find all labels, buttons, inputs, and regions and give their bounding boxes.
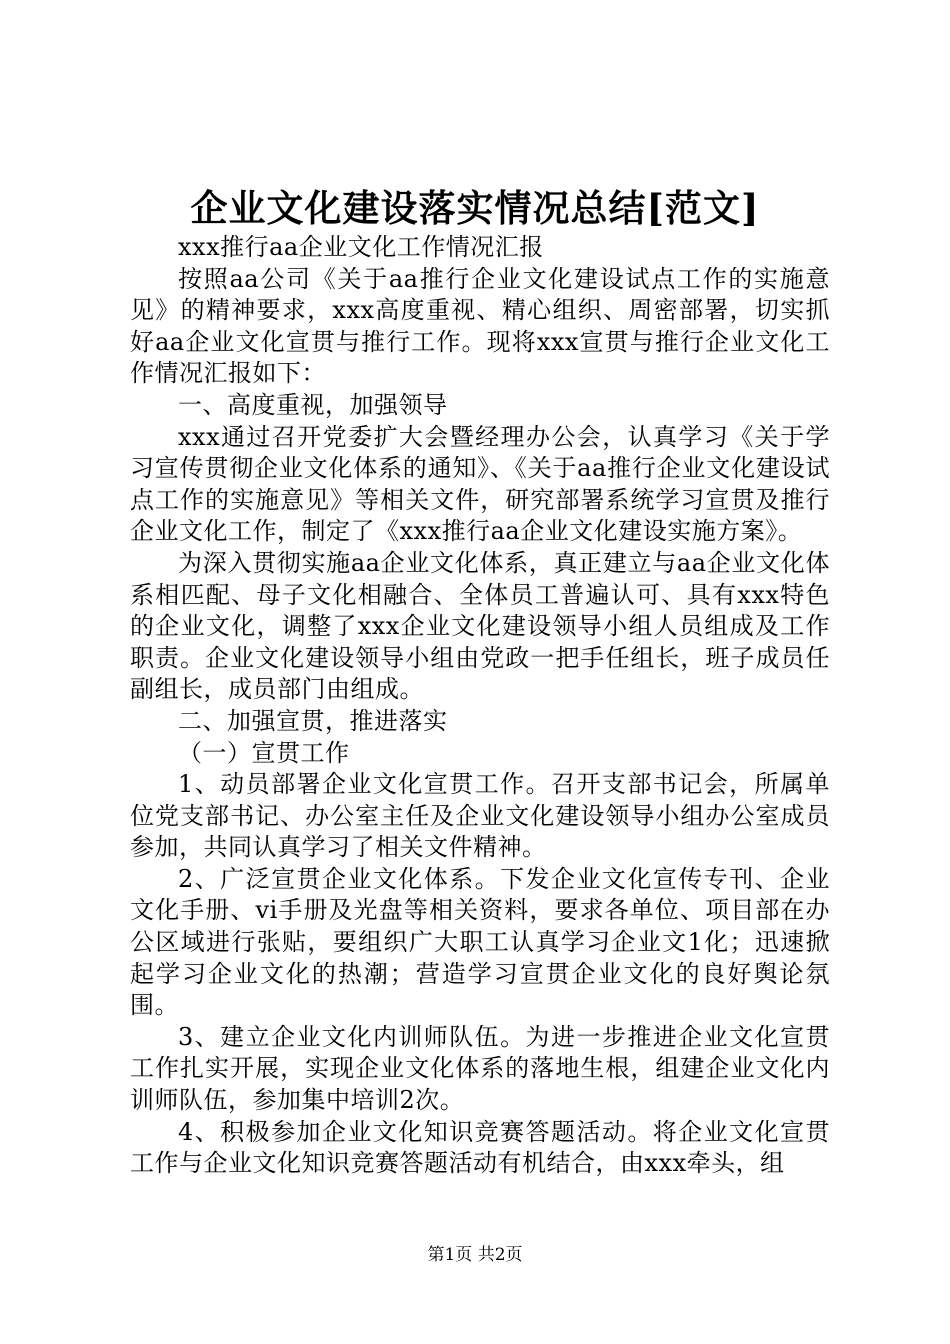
document-body xyxy=(130,232,830,1180)
page-footer: 第1页 共2页 xyxy=(427,1245,523,1265)
document-title: 企业文化建设落实情况总结[范文] xyxy=(190,186,760,230)
list-item-4: 4、积极参加企业文化知识竞赛答题活动。将企业文化宣贯工作与企业文化知识竞赛答题活动有机结合，由xxx牵头，组 xyxy=(130,1117,830,1178)
section-heading-1: 一、高度重视，加强领导 xyxy=(178,390,448,419)
paragraph-leadership-group: 为深入贯彻实施aa企业文化体系，真正建立与aa企业文化体系相匹配、母子文化相融合、全体员工普遍认可、具有xxx特色的企业文化，调整了xxx企业文化建设领导小组人员组成及工作职责。企业文化建设领导小组由党政一把手任组长，班子成员任副组长，成员部门由组成。 xyxy=(130,548,830,704)
section-heading-2: 二、加强宣贯，推进落实 xyxy=(178,706,448,735)
subsection-heading-1: （一）宣贯工作 xyxy=(178,738,350,767)
paragraph-report-heading: xxx推行aa企业文化工作情况汇报 xyxy=(178,233,544,261)
paragraph-intro: 按照aa公司《关于aa推行企业文化建设试点工作的实施意见》的精神要求，xxx高度重视、精心组织、周密部署，切实抓好aa企业文化宣贯与推行工作。现将xxx宣贯与推行企业文化工作情况汇报如下： xyxy=(130,264,830,388)
list-item-3: 3、建立企业文化内训师队伍。为进一步推进企业文化宣贯工作扎实开展，实现企业文化体系的落地生根，组建企业文化内训师队伍，参加集中培训2次。 xyxy=(130,1022,830,1115)
paragraph-meeting: xxx通过召开党委扩大会暨经理办公会，认真学习《关于学习宣传贯彻企业文化体系的通知》、《关于aa推行企业文化建设试点工作的实施意见》等相关文件，研究部署系统学习宣贯及推行企业文化工作，制定了《xxx推行aa企业文化建设实施方案》。 xyxy=(130,422,830,546)
list-item-1: 1、动员部署企业文化宣贯工作。召开支部书记会，所属单位党支部书记、办公室主任及企业文化建设领导小组办公室成员参加，共同认真学习了相关文件精神。 xyxy=(130,770,830,862)
list-item-2: 2、广泛宣贯企业文化体系。下发企业文化宣传专刊、企业文化手册、vi手册及光盘等相关资料，要求各单位、项目部在办公区域进行张贴，要组织广大职工认真学习企业文1化；迅速掀起学习企业文化的热潮；营造学习宣贯企业文化的良好舆论氛围。 xyxy=(130,864,830,1020)
